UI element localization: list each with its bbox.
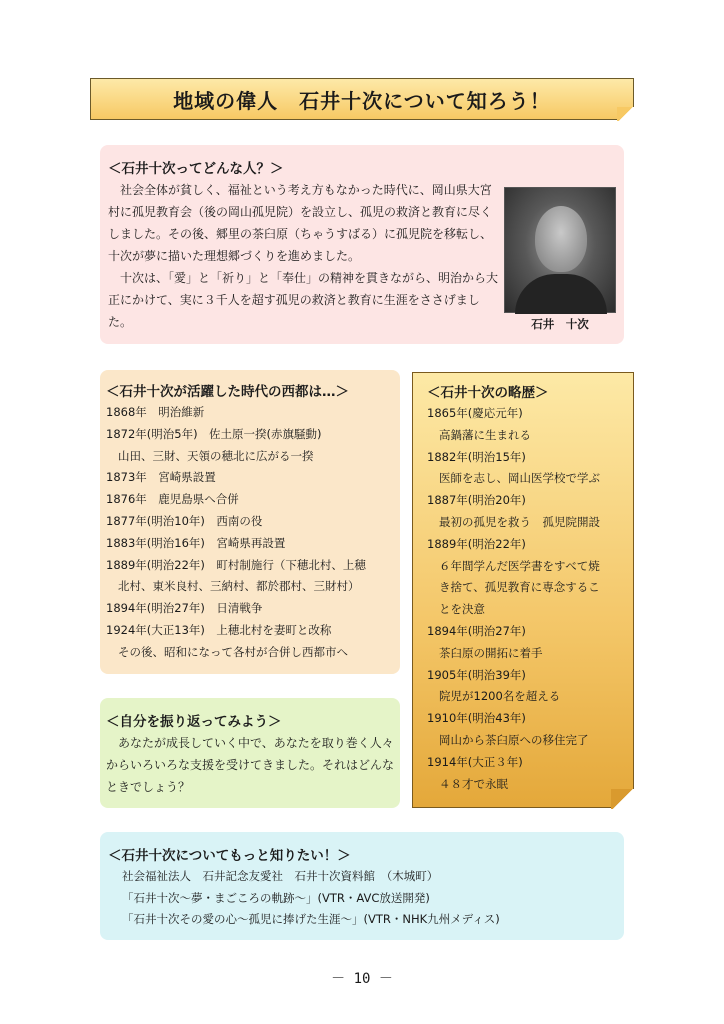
bio-year: 1882年(明治15年)	[427, 449, 526, 464]
bio-year: 1887年(明治20年)	[427, 493, 526, 508]
era-item: 1889年(明治22年) 町村制施行（下穂北村、上穂	[106, 557, 366, 572]
bio-event: ６年間学んだ医学書をすべて焼	[439, 558, 600, 573]
page-title: 地域の偉人 石井十次について知ろう！	[173, 88, 551, 113]
portrait-body	[515, 274, 607, 314]
bio-event: とを決意	[439, 602, 485, 617]
era-item: 1873年 宮崎県設置	[106, 470, 216, 485]
bio-event: 高鍋藩に生まれる	[439, 427, 531, 442]
bio-section	[412, 372, 634, 808]
bio-year: 1865年(慶応元年)	[427, 406, 523, 420]
era-item: その後、昭和になって各村が合併し西都市へ	[118, 644, 348, 659]
who-paragraph: 十次は、「愛」と「祈り」と「奉仕」の精神を貫きながら、明治から大正にかけて、実に３千人を超す孤児の救済と教育に生涯をささげました。	[108, 271, 499, 329]
bio-event: 茶臼原の開拓に着手	[439, 645, 543, 660]
bio-event: ４８才で永眠	[439, 776, 508, 791]
bio-year: 1894年(明治27年)	[427, 623, 526, 638]
era-item: 1883年(明治16年) 宮崎県再設置	[106, 535, 286, 550]
portrait-caption: 石井 十次	[531, 317, 589, 331]
reflect-text: あなたが成長していく中で、あなたを取り巻く人々からいろいろな支援を受けてきました。それはどんなときでしょう？	[106, 736, 395, 794]
more-item: 「石井十次～夢・まごころの軌跡～」(VTR・AVC放送開発)	[122, 890, 430, 905]
era-item: 1868年 明治維新	[106, 405, 205, 419]
bio-fold	[611, 789, 635, 809]
who-paragraph: 社会全体が貧しく、福祉という考え方もなかった時代に、岡山県大宮村に孤児教育会（後の岡山孤児院）を設立し、孤児の救済と教育に尽くしました。その後、郷里の茶臼原（ちゃうすばる）に孤児院を移転し、十次が夢に描いた理想郷づくりを進めました。	[108, 183, 493, 263]
title-banner	[90, 78, 634, 120]
more-heading: ＜石井十次についてもっと知りたい！＞	[108, 848, 351, 864]
portrait-face	[535, 206, 587, 272]
era-item: 山田、三財、天領の穂北に広がる一揆	[118, 448, 314, 463]
bio-event: 最初の孤児を救う 孤児院開設	[439, 514, 600, 529]
era-section	[100, 370, 400, 674]
era-item: 1894年(明治27年) 日清戦争	[106, 601, 263, 616]
bio-heading: ＜石井十次の略歴＞	[427, 385, 549, 401]
era-item: 1924年(大正13年) 上穂北村を妻町と改称	[106, 622, 332, 637]
bio-year: 1914年(大正３年)	[427, 754, 523, 769]
bio-event: 岡山から茶臼原への移住完了	[439, 732, 589, 747]
era-item: 1872年(明治5年) 佐土原一揆(赤旗騒動)	[106, 426, 322, 441]
bio-event: き捨て、孤児教育に専念するこ	[439, 580, 600, 595]
bio-year: 1889年(明治22年)	[427, 536, 526, 551]
who-heading: ＜石井十次ってどんな人？＞	[108, 161, 284, 177]
bio-year: 1905年(明治39年)	[427, 667, 526, 682]
era-item: 北村、東米良村、三納村、都於郡村、三財村）	[118, 579, 360, 594]
page-number: － 10 －	[331, 971, 393, 987]
more-item: 「石井十次その愛の心～孤児に捧げた生涯～」(VTR・NHK九州メディス)	[122, 912, 500, 926]
reflect-section	[100, 698, 400, 808]
reflect-heading: ＜自分を振り返ってみよう＞	[106, 714, 282, 730]
era-item: 1876年 鹿児島県へ合併	[106, 492, 239, 507]
banner-fold	[617, 107, 635, 121]
more-item: 社会福祉法人 石井記念友愛社 石井十次資料館 （木城町）	[122, 869, 439, 883]
bio-year: 1910年(明治43年)	[427, 711, 526, 726]
bio-event: 医師を志し、岡山医学校で学ぶ	[439, 471, 600, 486]
portrait-photo	[504, 187, 616, 313]
more-section	[100, 832, 624, 940]
who-text	[108, 179, 500, 333]
bio-event: 院児が1200名を超える	[439, 689, 561, 704]
era-item: 1877年(明治10年) 西南の役	[106, 513, 263, 528]
era-heading: ＜石井十次が活躍した時代の西都は…＞	[106, 384, 349, 400]
